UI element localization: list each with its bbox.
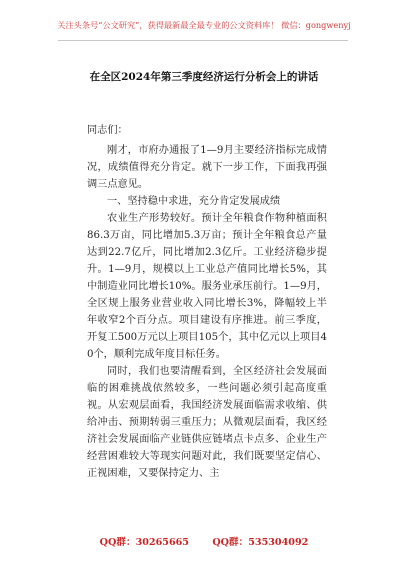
paragraph-1: 刚才，市府办通报了1—9月主要经济指标完成情况，成绩值得充分肯定。就下一步工作，下面我再强调三点意见。 [87,145,327,190]
document-body [87,122,327,482]
qq-group-1: QQ群：30265665 [99,537,189,548]
section-heading: 一、坚持稳中求进，充分肯定发展成绩 [107,196,281,207]
header-divider [58,40,348,41]
header-notice: 关注头条号“公文研究”，获得最新最全最专业的公文资料库！ 微信：gongwenyj [57,20,351,30]
document-title: 在全区2024年第三季度经济运行分析会上的讲话 [89,71,319,83]
paragraph-2: 农业生产形势较好。预计全年粮食作物种植面积86.3万亩，同比增加5.3万亩；预计全年粮食总产量达到22.7亿斤，同比增加2.3亿斤。工业经济稳步提升。1—9月，规模以上工业总产值同比增长5%，其中制造业同比增长10%。服务业承压前行。1—9月，全区规上服务业营业收入同比增长3%，降幅较上半年收窄2个百分点。项目建设有序推进。前三季度，开复工500万元以上项目105个，其中亿元以上项目40个，顺利完成年度目标任务。 [87,213,327,360]
qq-group-2: QQ群：535304092 [212,537,309,548]
greeting: 同志们： [87,125,128,136]
paragraph-3: 同时，我们也要清醒看到，全区经济社会发展面临的困难挑战依然较多，一些问题必须引起高度重视。从宏观层面看，我国经济发展面临需求收缩、供给冲击、预期转弱三重压力；从微观层面看，我区经济社会发展面临产业链供应链堵点卡点多、企业生产经营困难较大等现实问题对此，我们既要坚定信心、正视困难，又要保持定力、主 [87,366,327,479]
footer-contact [0,534,408,548]
